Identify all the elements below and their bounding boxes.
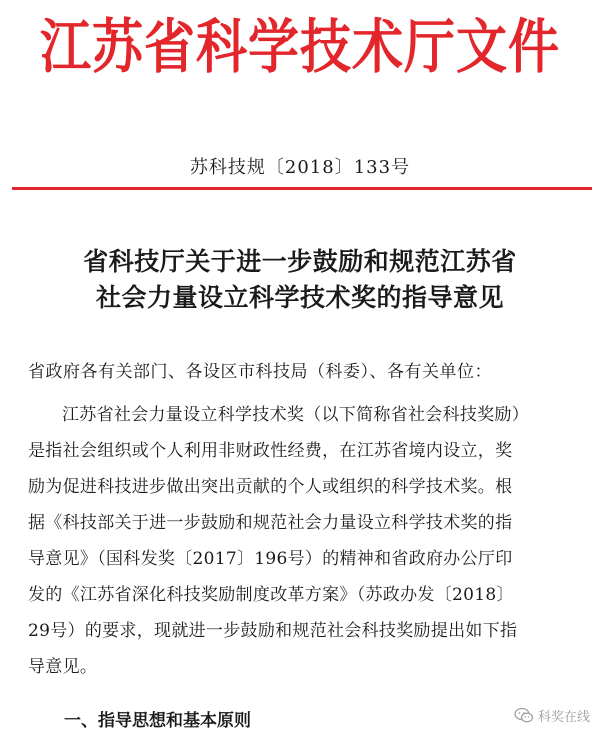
watermark-text: 科奖在线 bbox=[537, 710, 590, 725]
document-title-line-2: 社会力量设立科学技术奖的指导意见 bbox=[95, 283, 504, 312]
body-line: 发的《江苏省深化科技奖励制度改革方案》（苏政办发〔2018〕 bbox=[28, 585, 514, 605]
body-line: 导意见》（国科发奖〔2017〕196号）的精神和省政府办公厅印 bbox=[28, 549, 513, 569]
body-line: 江苏省社会力量设立科学技术奖（以下简称省社会科技奖励） bbox=[62, 405, 530, 425]
section-heading: 一、指导思想和基本原则 bbox=[64, 711, 251, 731]
issuing-authority-header: 江苏省科学技术厅文件 bbox=[39, 14, 560, 82]
body-line: 励为促进科技进步做出突出贡献的个人或组织的科学技术奖。根 bbox=[28, 477, 513, 497]
recipients-line: 省政府各有关部门、各设区市科技局（科委）、各有关单位： bbox=[28, 362, 492, 382]
body-line: 是指社会组织或个人利用非财政性经费，在江苏省境内设立，奖 bbox=[28, 441, 513, 461]
wechat-icon bbox=[514, 707, 534, 724]
source-watermark bbox=[514, 706, 590, 725]
red-divider bbox=[12, 187, 592, 190]
body-line: 29号）的要求，现就进一步鼓励和规范社会科技奖励提出如下指 bbox=[28, 621, 518, 641]
body-line: 据《科技部关于进一步鼓励和规范社会力量设立科学技术奖的指 bbox=[28, 513, 513, 533]
body-line: 导意见。 bbox=[28, 657, 98, 677]
document-title-line-1: 省科技厅关于进一步鼓励和规范江苏省 bbox=[83, 247, 517, 276]
document-title bbox=[0, 244, 600, 316]
body-paragraph bbox=[28, 397, 588, 685]
document-number: 苏科技规〔2018〕133号 bbox=[189, 157, 411, 178]
